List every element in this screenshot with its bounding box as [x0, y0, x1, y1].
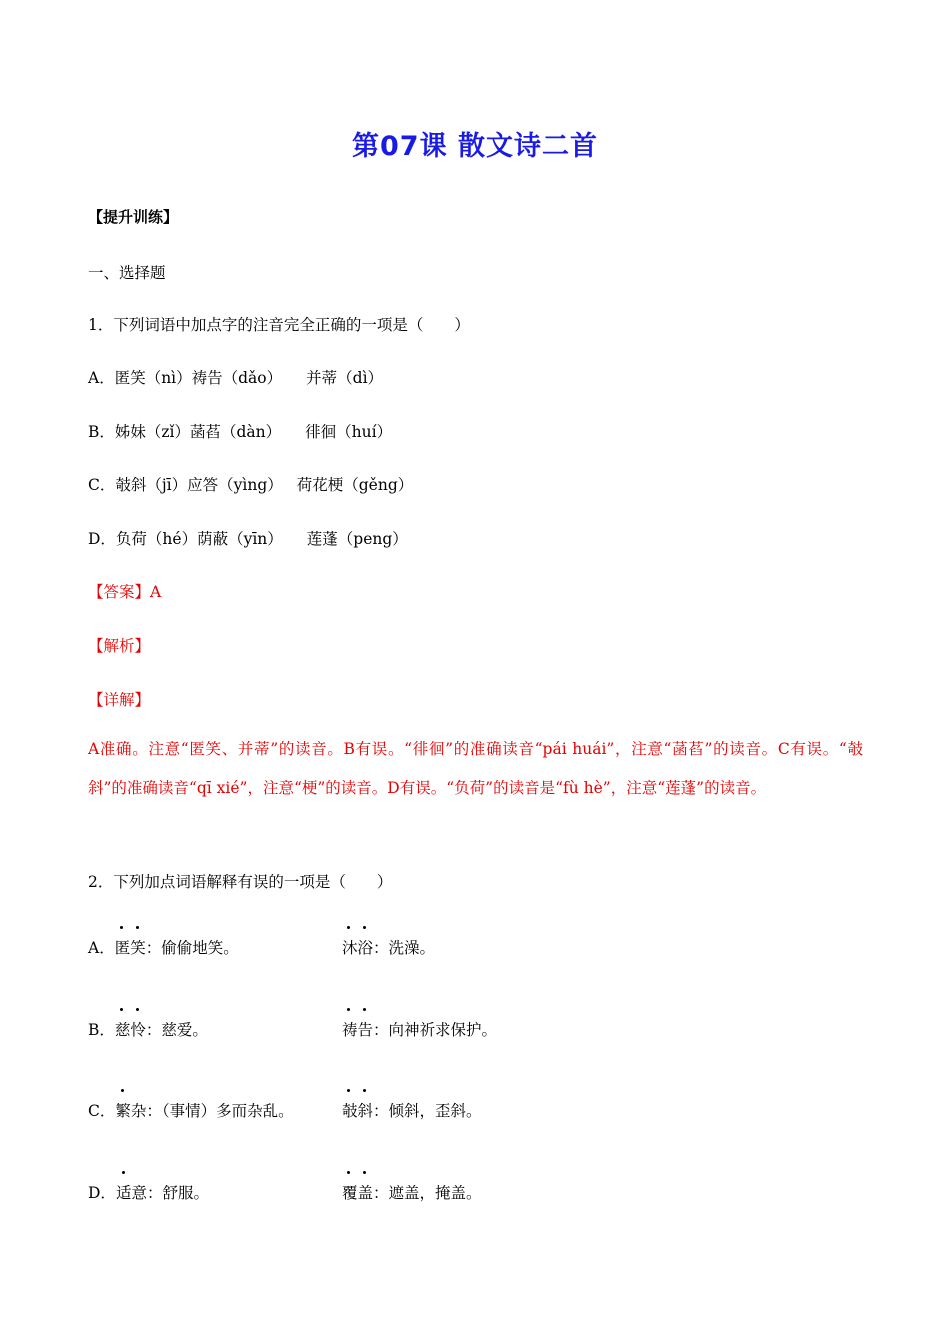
q2-option-b-word2	[342, 1018, 373, 1040]
q2-option-b-word1-text: 慈怜	[114, 1021, 146, 1039]
q1-option-a-part2: 并蒂（dì）	[306, 369, 384, 387]
q2-option-c-word1-text: 繁杂	[115, 1102, 147, 1120]
q2-option-d-def1: ：舒服。	[146, 1184, 209, 1202]
detail-text: A准确。注意“匿笑、并蒂”的读音。B有误。“徘徊”的准确读音“pái huái”，注意“菡萏”的读音。C有误。“攲斜”的准确读音“qī xié”，注意“梗”的读音。D有误。“负荷”的读音是“fù hè”，注意“莲蓬”的读音。	[88, 740, 863, 797]
q2-option-a-letter: A．	[88, 939, 115, 957]
q2-option-b-def2: ：向神祈求保护。	[373, 1021, 498, 1039]
q2-option-b-letter: B．	[88, 1021, 115, 1039]
q2-option-d-letter: D．	[88, 1184, 116, 1202]
detail-label: 【详解】	[88, 691, 151, 709]
q2-option-d-left	[88, 1181, 209, 1203]
q2-option-a-word1-text: 匿笑	[114, 939, 146, 957]
q2-option-b-right	[342, 1018, 497, 1040]
q2-option-c-def2: ：倾斜，歪斜。	[373, 1102, 482, 1120]
q1-option-c-part2: 荷花梗（gěng）	[296, 476, 414, 494]
q2-option-a-def2: ：洗澡。	[373, 939, 436, 957]
section-tag: 【提升训练】	[88, 208, 179, 226]
q2-option-c-word1	[115, 1099, 146, 1121]
q1-option-c	[88, 473, 413, 495]
q2-option-d-word1	[116, 1181, 147, 1203]
q1-option-a-part1: A．匿笑（nì）祷告（dǎo）	[88, 369, 283, 387]
q2-option-d-word1-text: 适意	[115, 1184, 147, 1202]
q2-option-c-left	[88, 1099, 294, 1121]
q1-option-d-part1: D．负荷（hé）荫蔽（yīn）	[88, 530, 283, 548]
q1-option-d-part2: 莲蓬（peng）	[306, 530, 408, 548]
q2-option-a-left	[88, 936, 239, 958]
answer-value: A	[150, 583, 162, 601]
q2-option-b-left	[88, 1018, 208, 1040]
q2-stem: 2．下列加点词语解释有误的一项是（ ）	[88, 873, 393, 891]
part-heading: 一、选择题	[88, 264, 166, 282]
q2-option-c-def1: ：（事情）多而杂乱。	[146, 1102, 294, 1120]
q1-stem: 1．下列词语中加点字的注音完全正确的一项是（ ）	[88, 316, 470, 334]
q2-option-d-word2-text: 覆盖	[342, 1184, 374, 1202]
q2-option-c-letter: C．	[88, 1102, 116, 1120]
answer-label: 【答案】	[88, 583, 151, 601]
q2-option-a-word1	[115, 936, 146, 958]
q2-option-b-word1	[115, 1018, 146, 1040]
q1-option-a	[88, 366, 383, 388]
q2-option-a-word2	[342, 936, 373, 958]
q2-option-a-right	[342, 936, 435, 958]
q1-answer	[88, 580, 161, 602]
analysis-label: 【解析】	[88, 637, 151, 655]
q2-option-b-word2-text: 祷告	[342, 1021, 374, 1039]
q1-option-b	[88, 420, 392, 442]
q1-option-c-part1: C．攲斜（jī）应答（yìng）	[88, 476, 283, 494]
q2-option-b-def1: ：慈爱。	[145, 1021, 208, 1039]
q1-option-d	[88, 527, 408, 549]
q2-option-d-right	[342, 1181, 482, 1203]
lesson-title: 第07课 散文诗二首	[352, 131, 598, 162]
q2-option-a-word2-text: 沐浴	[342, 939, 374, 957]
q2-option-c-word2-text: 攲斜	[342, 1102, 374, 1120]
q1-option-b-part1: B．姊妹（zǐ）菡萏（dàn）	[88, 423, 282, 441]
q2-option-d-def2: ：遮盖，掩盖。	[373, 1184, 482, 1202]
q2-option-d-word2	[342, 1181, 373, 1203]
q2-option-a-def1: ：偷偷地笑。	[145, 939, 239, 957]
q1-option-b-part2: 徘徊（huí）	[305, 423, 393, 441]
q2-option-c-word2	[342, 1099, 373, 1121]
q2-option-c-right	[342, 1099, 482, 1121]
